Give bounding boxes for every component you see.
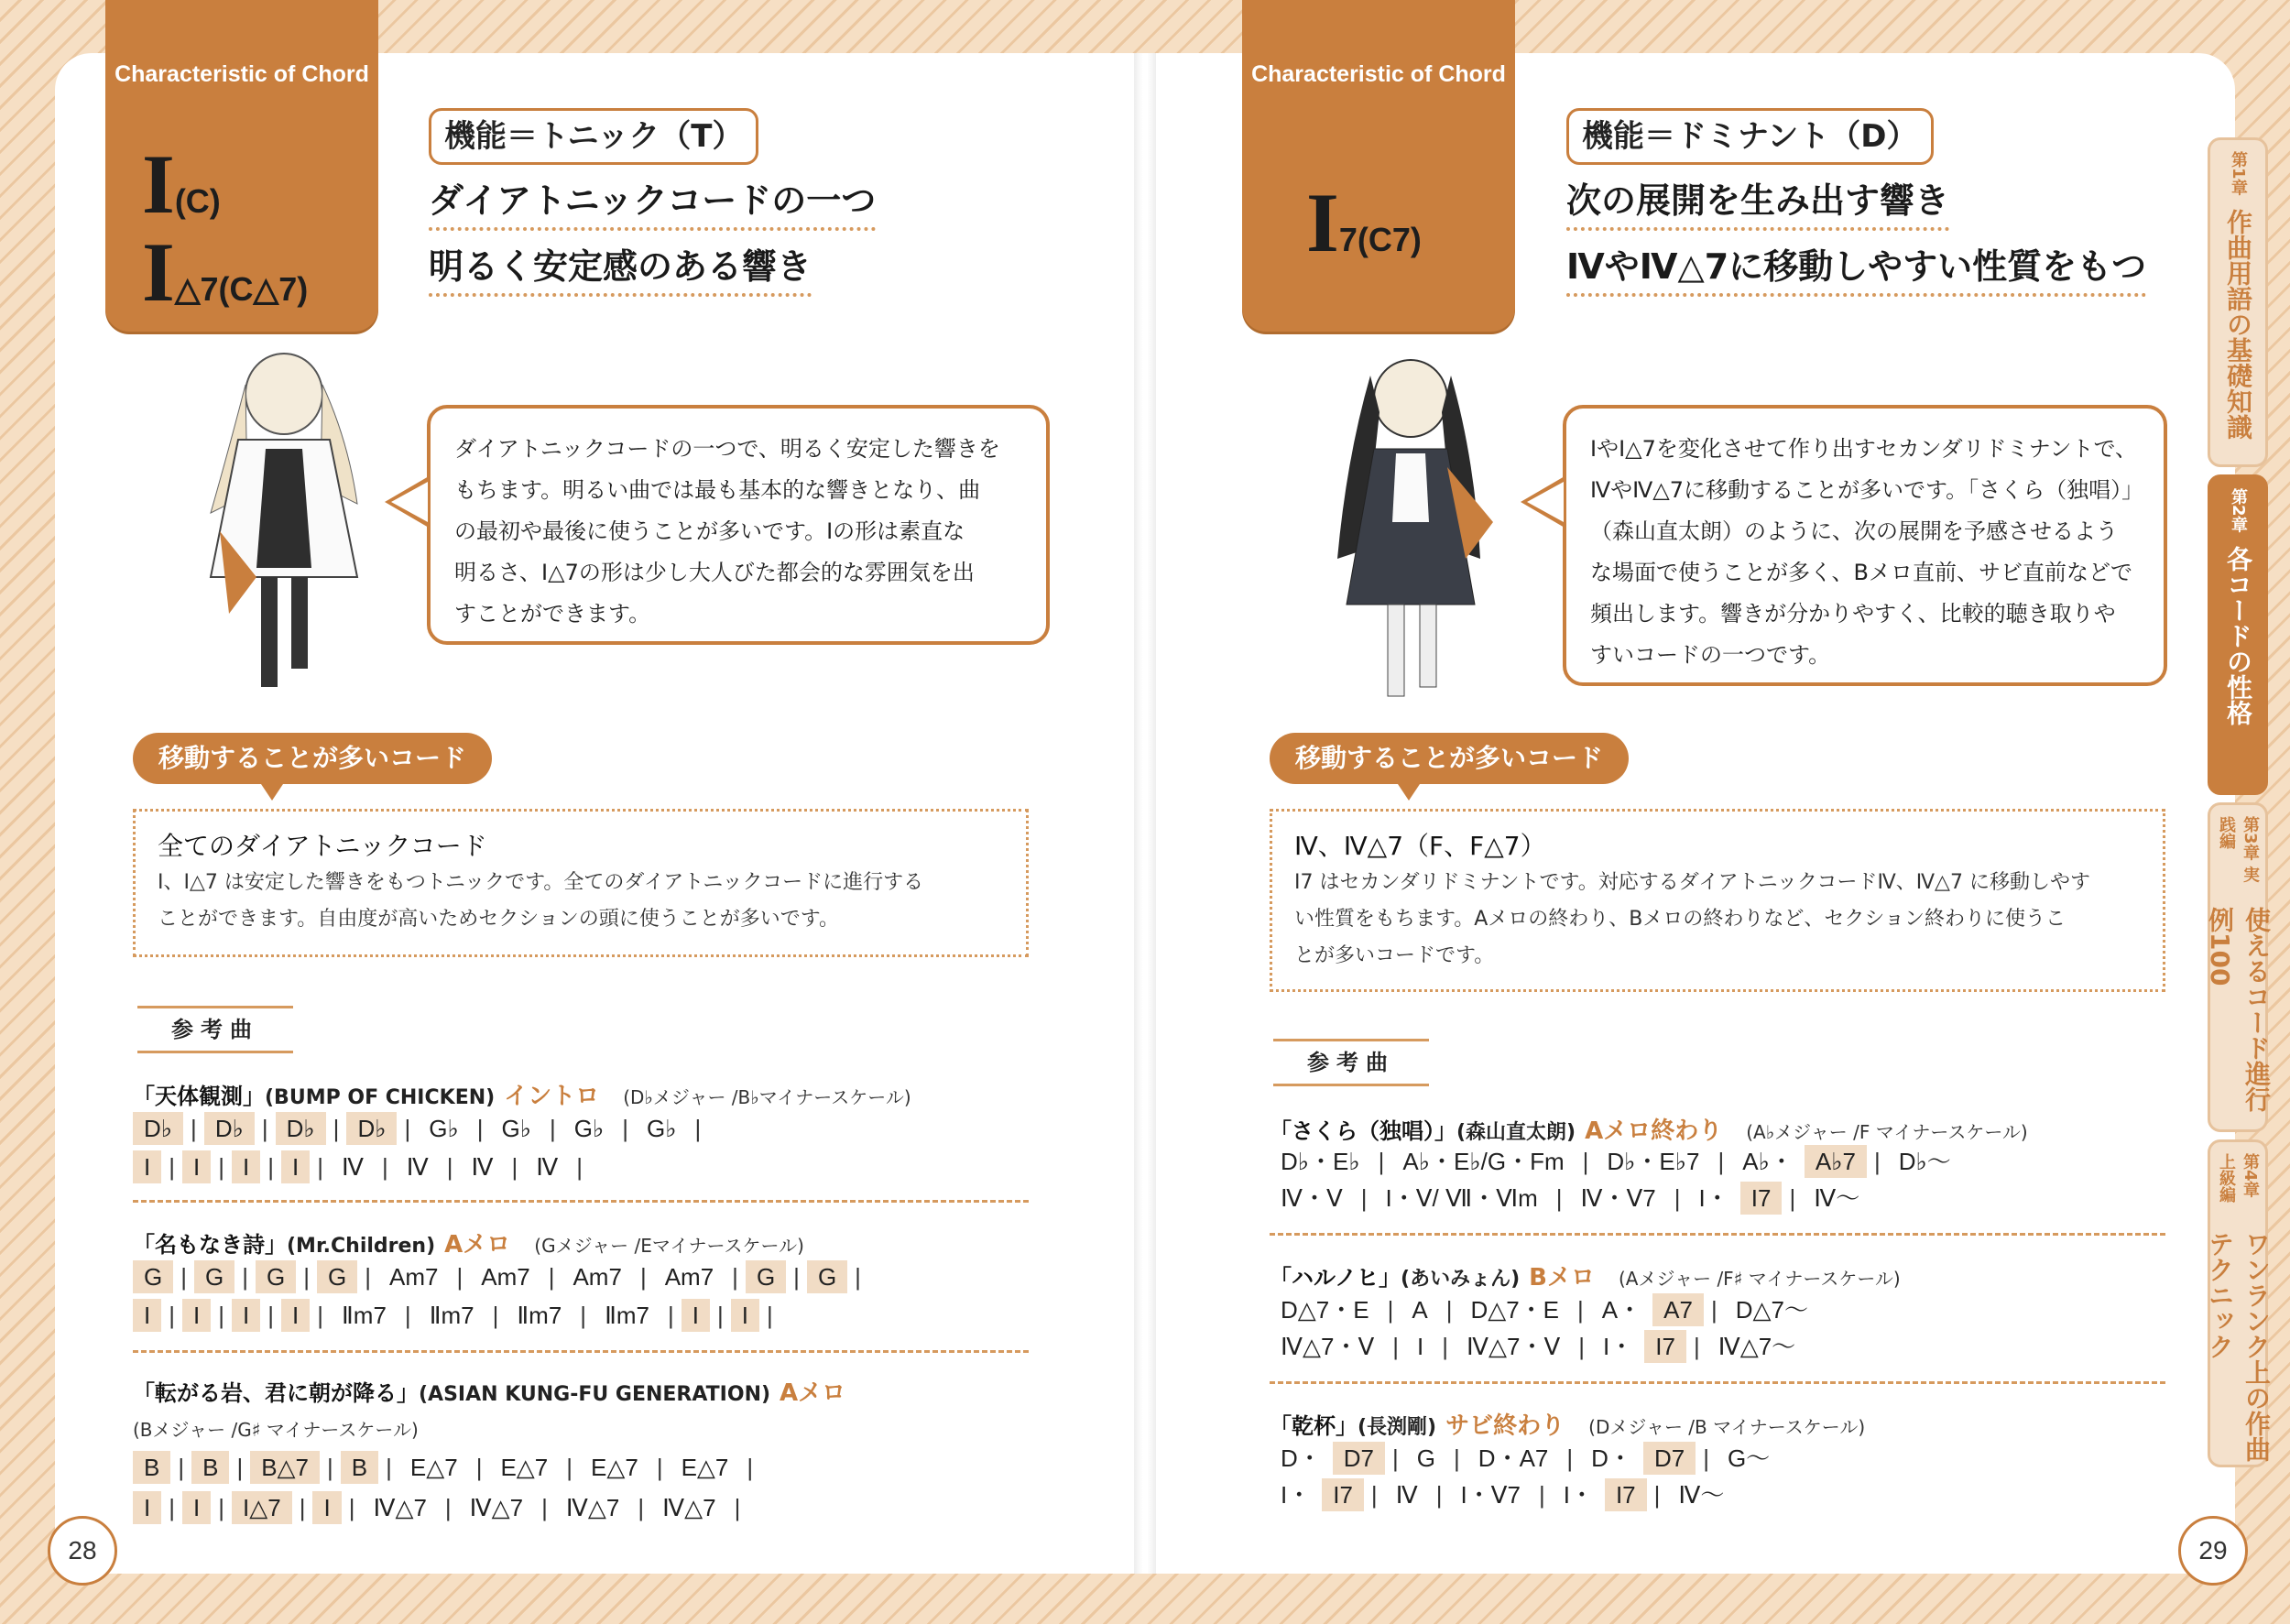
song-3-chords: D・ D7 | G | D・A7 | D・ D7 | G〜 <box>1270 1442 1781 1475</box>
chord-tag-right <box>1242 0 1515 332</box>
chord-name-1: I(C) <box>142 137 221 231</box>
headline-2: ⅣやⅣ△7に移動しやすい性質をもつ <box>1566 245 2146 297</box>
chapter-tab-2[interactable]: 第2章 各コードの性格 <box>2208 474 2268 795</box>
song-2-header: 「名もなき詩」(Mr.Children) Aメロ (Gメジャー /Eマイナースケール) <box>133 1231 804 1259</box>
tag-heading: Characteristic of Chord <box>1251 61 1506 87</box>
moves-label: 移動することが多いコード <box>1270 733 1629 784</box>
moves-title: 全てのダイアトニックコード <box>158 831 487 861</box>
song-3-chords: B | B | B△7 | B | E△7 | E△7 | E△7 | E△7 | <box>133 1451 760 1484</box>
tag-heading: Characteristic of Chord <box>114 61 369 87</box>
divider <box>1270 1381 2165 1384</box>
character-illustration-left <box>174 348 394 714</box>
song-1-header: 「さくら（独唱）」(森山直太朗) Aメロ終わり (A♭メジャー /F マイナースケール) <box>1270 1117 2028 1145</box>
headline-2: 明るく安定感のある響き <box>429 245 812 297</box>
chord-tag-left <box>105 0 378 332</box>
page-number-left: 28 <box>48 1516 117 1586</box>
page-number-right: 29 <box>2178 1516 2248 1586</box>
bubble-tail <box>385 476 429 528</box>
headline-1: 次の展開を生み出す響き <box>1566 180 1949 231</box>
book-gutter <box>1134 53 1156 1574</box>
song-2-degrees: Ⅳ△7・Ⅴ | I | Ⅳ△7・Ⅴ | I・ I7 | Ⅳ△7〜 <box>1270 1330 1806 1363</box>
song-2-chords: G | G | G | G | Am7 | Am7 | Am7 | Am7 | G | G | <box>133 1260 868 1293</box>
chord-name-2: I△7(C△7) <box>142 225 309 319</box>
headline-1: ダイアトニックコードの一つ <box>429 180 876 231</box>
moves-box: Ⅳ、Ⅳ△7（F、F△7） I7 はセカンダリドミナントです。対応するダイアトニックコードⅣ、Ⅳ△7 に移動しやす い性質をもちます。Aメロの終わり、Bメロの終わりなど、セクション終わりに使うこ とが多いコードです。 <box>1270 809 2165 992</box>
divider <box>133 1350 1029 1353</box>
reference-songs-label: 参考曲 <box>137 1006 293 1053</box>
chord-name: I7(C7) <box>1306 176 1422 269</box>
song-3-header: 「転がる岩、君に朝が降る」(ASIAN KUNG-FU GENERATION) Aメロ (Bメジャー /G♯ マイナースケール) <box>133 1379 846 1441</box>
song-1-degrees: I | I | I | I | Ⅳ | Ⅳ | Ⅳ | Ⅳ | <box>133 1150 590 1183</box>
song-1-chords: D♭・E♭ | A♭・E♭/G・Fm | D♭・E♭7 | A♭・ A♭7 | D♭〜 <box>1270 1145 1962 1178</box>
moves-title: Ⅳ、Ⅳ△7（F、F△7） <box>1294 831 1546 861</box>
reference-songs-label: 参考曲 <box>1273 1039 1429 1086</box>
chapter-tab-1[interactable]: 第1章 作曲用語の基礎知識 <box>2208 137 2268 467</box>
description-bubble-left: ダイアトニックコードの一つで、明るく安定した響きを もちます。明るい曲では最も基本的な響きとなり、曲 の最初や最後に使うことが多いです。Iの形は素直な 明るさ、I△7の形は少し大人びた都会的な雰囲気を出 すことができます。 <box>427 405 1050 645</box>
chapter-tab-4[interactable]: 第4章 上級編 ワンランク上の作曲テクニック <box>2208 1139 2268 1467</box>
song-3-degrees: I・ I7 | Ⅳ | I・Ⅴ7 | I・ I7 | Ⅳ〜 <box>1270 1478 1735 1511</box>
description-bubble-right: IやI△7を変化させて作り出すセカンダリドミナントで、 ⅣやⅣ△7に移動することが多いです。「さくら（独唱）」 （森山直太朗）のように、次の展開を予感させるよう な場面で使うことが多く、Bメロ直前、サビ直前などで 頻出します。響きが分かりやすく、比較的聴き取りや すいコードの一つです。 <box>1563 405 2167 686</box>
song-2-chords: D△7・E | A | D△7・E | A・ A7 | D△7〜 <box>1270 1293 1819 1326</box>
song-1-degrees: Ⅳ・Ⅴ | I・Ⅴ/ Ⅶ・Ⅵm | Ⅳ・Ⅴ7 | I・ I7 | Ⅳ〜 <box>1270 1182 1870 1215</box>
moves-label: 移動することが多いコード <box>133 733 492 784</box>
song-3-degrees: I | I | I△7 | I | Ⅳ△7 | Ⅳ△7 | Ⅳ△7 | Ⅳ△7 | <box>133 1491 747 1524</box>
function-label: 機能＝ドミナント（D） <box>1566 108 1934 165</box>
song-2-header: 「ハルノヒ」(あいみょん) Bメロ (Aメジャー /F♯ マイナースケール) <box>1270 1264 1901 1292</box>
divider <box>1270 1233 2165 1236</box>
song-3-header: 「乾杯」(長渕剛) サビ終わり (Dメジャー /B マイナースケール) <box>1270 1412 1866 1440</box>
song-2-degrees: I | I | I | I | Ⅱm7 | Ⅱm7 | Ⅱm7 | Ⅱm7 | I | I | <box>133 1299 780 1332</box>
function-label: 機能＝トニック（T） <box>429 108 758 165</box>
song-1-chords: D♭ | D♭ | D♭ | D♭ | G♭ | G♭ | G♭ | G♭ | <box>133 1112 708 1145</box>
character-illustration-right <box>1301 348 1521 714</box>
song-1-header: 「天体観測」(BUMP OF CHICKEN) イントロ (D♭メジャー /B♭マイナースケール) <box>133 1083 911 1110</box>
chapter-tab-3[interactable]: 第3章 実践編 使えるコード進行例100 <box>2208 802 2268 1132</box>
bubble-tail <box>1521 476 1565 528</box>
moves-box: 全てのダイアトニックコード I、I△7 は安定した響きをもつトニックです。全てのダイアトニックコードに進行する ことができます。自由度が高いためセクションの頭に使うことが多いです。 <box>133 809 1029 957</box>
divider <box>133 1200 1029 1203</box>
